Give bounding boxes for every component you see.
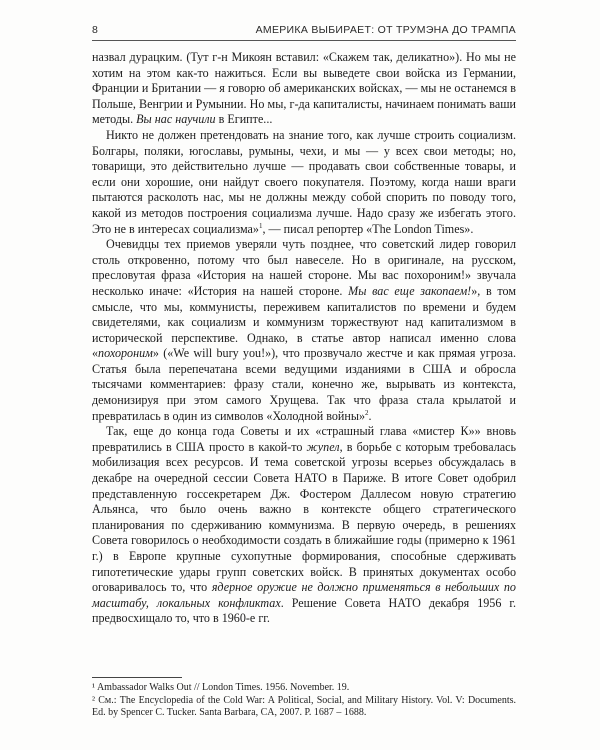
italic-text: Вы нас научили: [136, 112, 216, 127]
text-run: , — писал репортер «The London Times».: [262, 221, 474, 236]
text-run: Так, еще до конца года Советы и их «страшный глава «мистер К»» вновь превратились в США просто в какой-то: [92, 424, 516, 454]
italic-text: Мы вас еще закопаем!: [348, 283, 472, 298]
text-run: . Решение Совета НАТО декабря 1956 г. предвосхищало то, что в 1960-е гг.: [92, 595, 516, 626]
running-title: АМЕРИКА ВЫБИРАЕТ: ОТ ТРУМЭНА ДО ТРАМПА: [255, 24, 516, 36]
paragraph: [92, 424, 516, 627]
text-run: в Египте...: [215, 112, 273, 127]
footnote-ref: 2: [365, 408, 369, 417]
text-run: Очевидцы тех приемов уверяли чуть позднее, что советский лидер говорил столь откровенно, потому что был навеселе. Но в оригинале, на русском, пресловутая фраза «История на нашей стороне. Мы вас похороним!» звучала несколько иначе: «История на нашей стороне.: [92, 237, 516, 298]
text-run: .: [368, 408, 372, 423]
italic-text: похороним: [98, 346, 153, 361]
main-text: [92, 50, 516, 627]
text-run: Никто не должен претендовать на знание того, как лучше строить социализм. Болгары, поляки, югославы, румыны, чехи, и мы — у всех свои методы; но, товарищи, это действительно лучше — продавать свои собственные товары, и если они хорошие, они найдут своего покупателя. Поэтому, когда наши враги пытаются расколоть нас, мы не должны между собой спорить по поводу того, какой из методов построения социализма лучше. Надо сразу же избегать этого. Это не в интересах социализма»: [92, 127, 516, 236]
footnotes: [92, 682, 516, 720]
running-header: [92, 22, 516, 41]
paragraph: [92, 237, 516, 424]
italic-text: жупел: [306, 439, 340, 454]
text-run: », в том смысле, что мы, коммунисты, переживем капиталистов по времени и будем свидетелями, как социализм и коммунизм торжествуют над капитализмом в исторической перспективе. Однако, в статье автор написал именно слова «: [92, 283, 516, 361]
text-run: , в борьбе с которым требовалась мобилизация всех ресурсов. И тема советской угрозы всерьез обсуждалась в декабре на очередной сессии Совета НАТО в Париже. В итоге Совет одобрил представленную госсекретарем Дж. Фостером Даллесом новую стратегию Альянса, что было очень важно в контексте общего стратегического планирования по сдерживанию коммунизма. В первую очередь, в решениях Совета говорилось о необходимости создать в ближайшие годы (примерно к 1961 г.) в Европе крупные сухопутные формирования, способные сдерживать гипотетические удары групп советских войск. В принятых документах особо оговаривалось то, что: [92, 439, 516, 595]
italic-text: ядерное оружие не должно применяться в небольших по масштабу, локальных конфликтах: [92, 580, 516, 610]
text-run: » («We will bury you!»), что прозвучало жестче и как прямая угроза. Статья была перепечатана всеми ведущими изданиями в США и обросла тысячами комментариев: фразу стали, конечно же, вырывать из контекста, демонизируя при этом самого Хрущева. Так что фраза стала крылатой и превратилась в один из символов «Холодной войны»: [92, 346, 516, 423]
footnote-divider: [92, 677, 182, 678]
paragraph: [92, 50, 516, 128]
paragraph: [92, 128, 516, 237]
footnote-ref: 1: [258, 221, 263, 230]
footnote: ¹ Ambassador Walks Out // London Times. 1956. November. 19.: [92, 682, 350, 693]
footnote: ² См.: The Encyclopedia of the Cold War: A Political, Social, and Military History. Vol. V: Documents. Ed. by Spencer C. Tucker. Santa Barbara, CA, 2007. P. 1687 – 1688.: [92, 694, 516, 719]
page-number: 8: [92, 24, 99, 36]
text-run: назвал дурацким. (Тут г-н Микоян вставил: «Скажем так, деликатно»). Но мы не хотим на этом как-то нажиться. Если вы выведете свои войска из Германии, Франции и Британии — я говорю об американских войсках, — мы не останемся в Польше, Венгрии и Румынии. Но мы, г-да капиталисты, начинаем понимать ваши методы.: [92, 50, 516, 127]
